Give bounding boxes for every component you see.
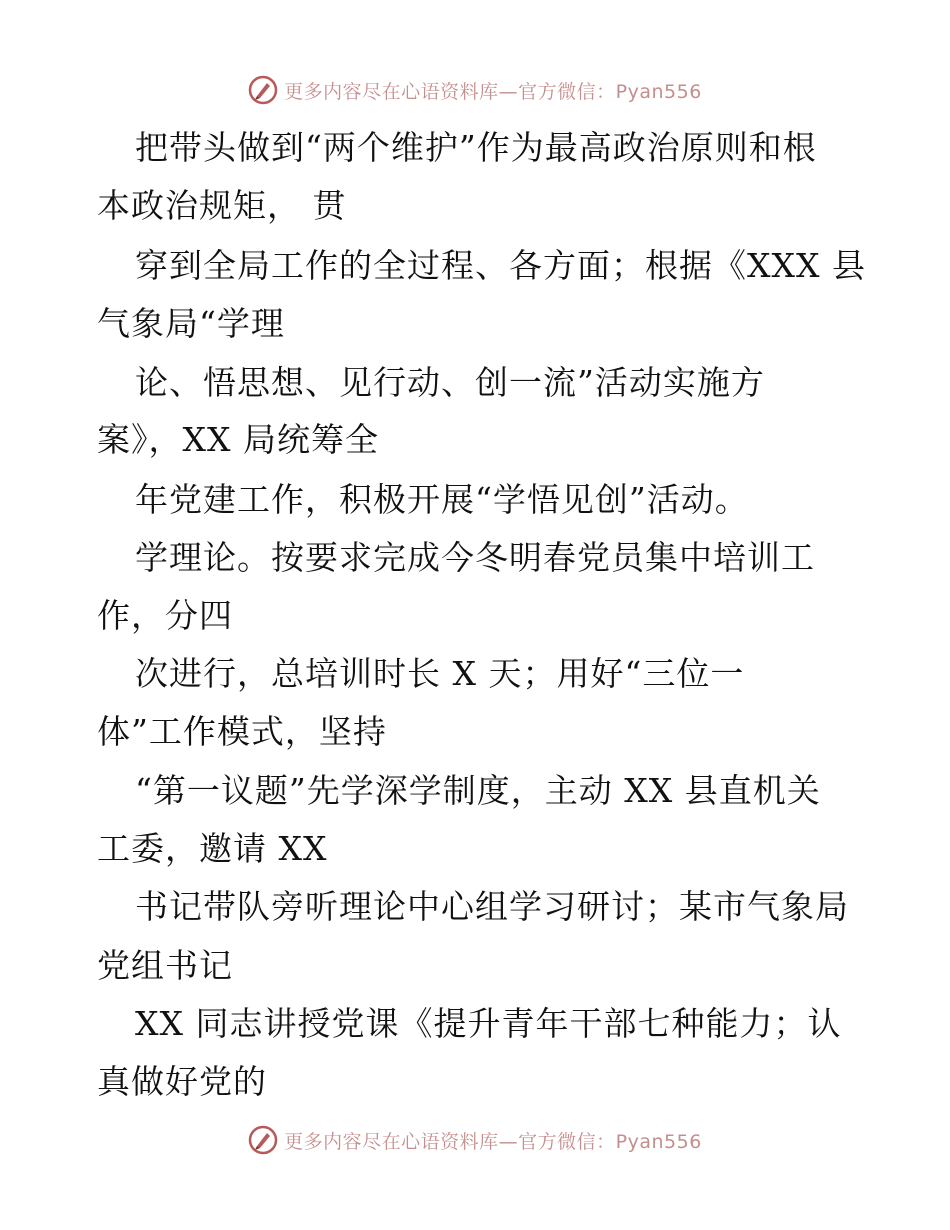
pen-nib-logo-icon [248,75,278,105]
text-line: 体”工作模式，坚持 [97,712,387,751]
text-line: 气象局“学理 [97,304,285,343]
text-line: 把带头做到“两个维护”作为最高政治原则和根 [135,128,817,167]
footer-banner [0,1120,950,1160]
text-line: 论、悟思想、见行动、创一流”活动实施方 [135,363,765,402]
text-line: 年党建工作，积极开展“学悟见创”活动。 [135,480,749,519]
text-line: 党组书记 [97,946,233,985]
text-line: 次进行，总培训时长 X 天；用好“三位一 [135,654,745,693]
header-banner-text: 更多内容尽在心语资料库—官方微信：Pyan556 [284,80,702,103]
text-line: 工委，邀请 XX [97,829,328,868]
text-line: 作，分四 [97,596,233,635]
text-line: 真做好党的 [97,1062,267,1101]
header-banner [0,70,950,110]
text-line: 书记带队旁听理论中心组学习研讨；某市气象局 [135,887,849,926]
text-line: 本政治规矩， 贯 [97,186,347,225]
text-line: 案》，XX 局统筹全 [97,420,379,459]
text-line: 学理论。按要求完成今冬明春党员集中培训工 [135,538,815,577]
footer-banner-text: 更多内容尽在心语资料库—官方微信：Pyan556 [284,1130,702,1153]
text-line: 穿到全局工作的全过程、各方面；根据《XXX 县 [135,246,866,285]
pen-nib-logo-icon [248,1125,278,1155]
text-line: XX 同志讲授党课《提升青年干部七种能力；认 [135,1004,842,1043]
text-line: “第一议题”先学深学制度，主动 XX 县直机关 [135,771,821,810]
